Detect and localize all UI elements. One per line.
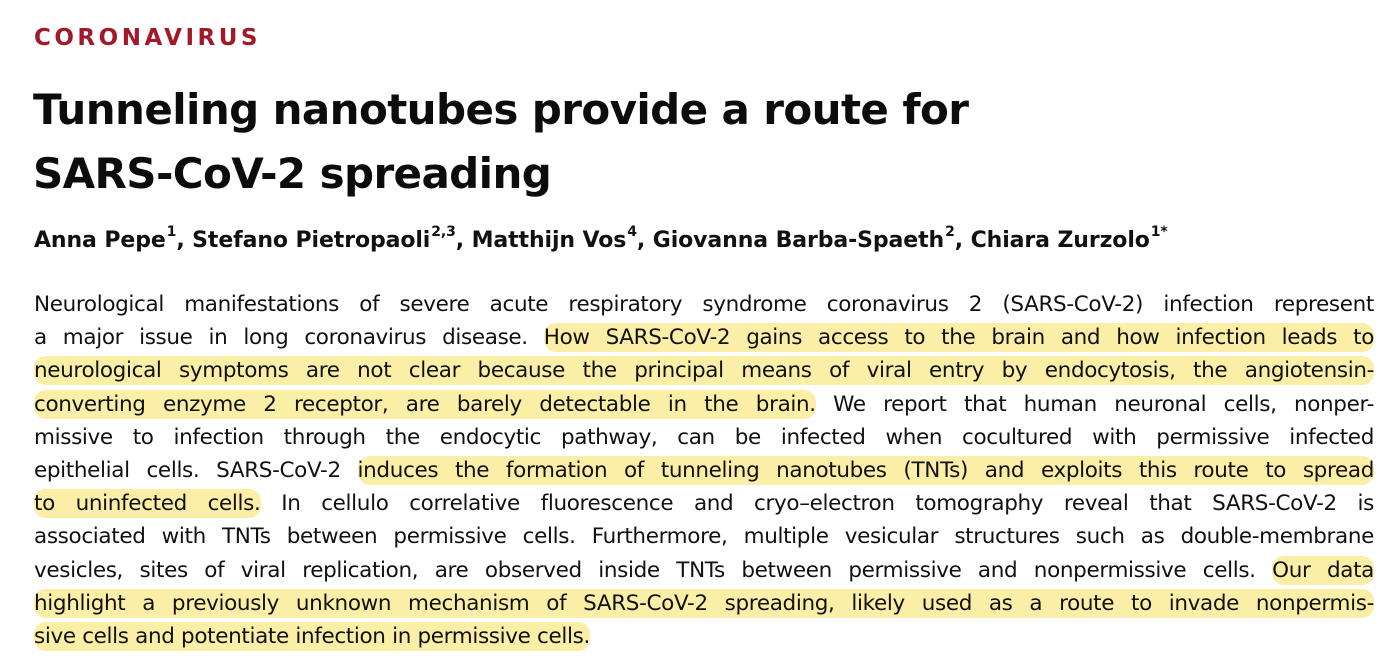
author-affiliation: 1 xyxy=(166,224,177,240)
abstract-line xyxy=(34,354,1374,387)
author-affiliation: 1* xyxy=(1150,224,1168,240)
author xyxy=(970,224,1168,253)
highlighted-text: How SARS-CoV-2 gains access to the brain and how infection leads to xyxy=(543,325,1374,351)
abstract-line xyxy=(34,620,1374,653)
author-affiliation: 2,3 xyxy=(431,224,456,240)
author xyxy=(471,224,637,253)
author-name: Anna Pepe xyxy=(34,228,166,253)
abstract-text: a major issue in long coronavirus disease. xyxy=(34,325,544,351)
highlighted-text: sive cells and potentiate infection in permissive cells. xyxy=(34,623,590,649)
abstract-line xyxy=(34,421,1374,454)
abstract-line xyxy=(34,520,1374,553)
author-name: Giovanna Barba-Spaeth xyxy=(652,228,945,253)
highlighted-text: Our data xyxy=(1272,557,1374,583)
highlighted-text: neurological symptoms are not clear because the principal means of viral entry by endocytosis, the angiotensin- xyxy=(34,358,1374,384)
author-name: Stefano Pietropaoli xyxy=(192,228,431,253)
abstract-line xyxy=(34,487,1374,520)
highlighted-text: highlight a previously unknown mechanism of SARS-CoV-2 spreading, likely used as a route to invade nonpermis- xyxy=(34,590,1374,616)
abstract-text: In cellulo correlative fluorescence and cryo–electron tomography reveal that SARS-CoV-2 is xyxy=(260,491,1374,517)
title-line-2: SARS-CoV-2 spreading xyxy=(33,149,552,198)
author xyxy=(652,224,955,253)
abstract-text: Neurological manifestations of severe acute respiratory syndrome coronavirus 2 (SARS-CoV-2) infection represent xyxy=(34,292,1374,317)
author-list: Anna Pepe$^1$, Stefano Pietropaoli$^{2,3}$, Matthijn Vos$^4$, Giovanna Barba-Spaeth$^2$, Chiara Zurzolo$^{1*}$ xyxy=(34,224,1168,253)
abstract-text: We report that human neuronal cells, nonper- xyxy=(815,391,1374,417)
title-line-1: Tunneling nanotubes provide a route for xyxy=(33,85,969,134)
abstract-line xyxy=(34,454,1374,487)
author-name: Matthijn Vos xyxy=(471,228,627,253)
abstract-line xyxy=(34,321,1374,354)
article-title xyxy=(33,78,968,206)
abstract-text: vesicles, sites of viral replication, are observed inside TNTs between permissive and nonpermissive cells. xyxy=(34,557,1273,583)
abstract-text: epithelial cells. SARS-CoV-2 xyxy=(34,457,358,483)
author xyxy=(34,224,177,253)
author-affiliation: 2 xyxy=(945,224,955,240)
abstract-line xyxy=(34,554,1374,587)
author-affiliation: 4 xyxy=(627,224,637,240)
abstract-text: associated with TNTs between permissive cells. Furthermore, multiple vesicular structures such as double-membrane xyxy=(34,524,1374,550)
abstract-line xyxy=(34,587,1374,620)
abstract-line xyxy=(34,388,1374,421)
highlighted-text: to uninfected cells. xyxy=(34,491,261,517)
author-name: Chiara Zurzolo xyxy=(970,228,1150,253)
highlighted-text: converting enzyme 2 receptor, are barely detectable in the brain. xyxy=(34,391,816,417)
abstract-text: missive to infection through the endocytic pathway, can be infected when cocultured with permissive infected xyxy=(34,424,1374,450)
section-label: CORONAVIRUS xyxy=(34,25,261,51)
abstract-line xyxy=(34,288,1374,321)
highlighted-text: induces the formation of tunneling nanotubes (TNTs) and exploits this route to spread xyxy=(357,457,1374,483)
author xyxy=(192,224,456,253)
abstract xyxy=(34,288,1374,653)
